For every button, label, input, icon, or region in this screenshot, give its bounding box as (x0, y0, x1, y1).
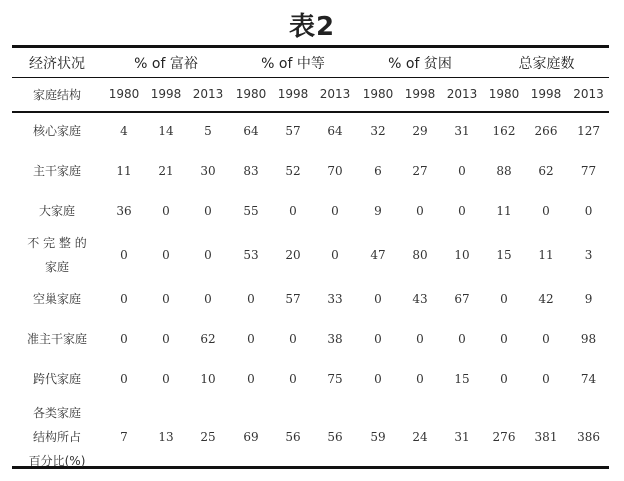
table-cell: 15 (454, 372, 470, 386)
year-header: 2013 (446, 87, 478, 101)
table-row (12, 151, 609, 191)
table-cell: 15 (496, 248, 512, 262)
table-cell: 0 (542, 332, 550, 346)
table-cell: 7 (120, 430, 128, 444)
table-cell: 0 (500, 292, 508, 306)
table-cell: 0 (416, 372, 424, 386)
table-cell: 56 (327, 430, 343, 444)
table-cell: 25 (200, 430, 216, 444)
family-structure-label: 家庭结构 (32, 87, 81, 102)
table-cell: 14 (158, 124, 174, 138)
table-row (12, 399, 609, 475)
table-row (12, 359, 609, 399)
table-cell: 88 (496, 164, 512, 178)
table-cell: 0 (204, 248, 212, 262)
group-header-poor: % of 贫困 (388, 55, 452, 72)
table-cell: 57 (285, 292, 301, 306)
table-cell: 0 (120, 372, 128, 386)
table-cell: 0 (374, 332, 382, 346)
table-cell: 0 (458, 332, 466, 346)
table-cell: 47 (370, 248, 386, 262)
row-label (12, 399, 102, 475)
table-cell: 6 (374, 164, 382, 178)
table-cell: 4 (120, 124, 128, 138)
row-label-line: 家庭 (44, 260, 69, 274)
year-header: 1998 (150, 87, 182, 101)
table-cell: 386 (577, 430, 600, 444)
table-cell: 56 (285, 430, 301, 444)
table-title: 表2 (288, 12, 336, 42)
group-header-rich: % of 富裕 (134, 55, 198, 72)
table-cell: 0 (204, 204, 212, 218)
table-cell: 42 (538, 292, 554, 306)
year-header: 2013 (319, 87, 351, 101)
table-cell: 0 (162, 204, 170, 218)
table-cell: 381 (534, 430, 558, 444)
table-cell: 0 (331, 204, 339, 218)
table-cell: 0 (542, 204, 550, 218)
table-row (12, 191, 609, 231)
row-label: 准主干家庭 (26, 332, 87, 346)
table-cell: 11 (116, 164, 132, 178)
econ-status-label: 经济状况 (29, 55, 85, 72)
table-cell: 31 (454, 430, 470, 444)
table-cell: 11 (538, 248, 554, 262)
table-cell: 57 (285, 124, 301, 138)
table-cell: 36 (116, 204, 132, 218)
table-cell: 0 (120, 292, 128, 306)
table-cell: 64 (243, 124, 259, 138)
table-cell: 21 (158, 164, 174, 178)
table-cell: 24 (412, 430, 428, 444)
table-cell: 0 (500, 372, 508, 386)
row-label-line: 结构所占 (32, 430, 81, 444)
table-cell: 29 (412, 124, 428, 138)
group-header-total: 总家庭数 (518, 55, 575, 72)
table-cell: 32 (370, 124, 386, 138)
row-label-line: 各类家庭 (32, 406, 81, 420)
year-header: 1998 (277, 87, 309, 101)
table-cell: 0 (162, 292, 170, 306)
table-cell: 276 (492, 430, 516, 444)
year-header: 1998 (530, 87, 562, 101)
table-cell: 0 (247, 332, 255, 346)
table-cell: 0 (374, 292, 382, 306)
table-cell: 62 (538, 164, 554, 178)
table-cell: 10 (454, 248, 470, 262)
table-cell: 0 (584, 204, 593, 218)
table-cell: 0 (458, 204, 466, 218)
table-cell: 0 (247, 292, 255, 306)
row-label (12, 231, 102, 279)
table-cell: 64 (327, 124, 343, 138)
table-cell: 0 (416, 204, 424, 218)
table-cell: 10 (200, 372, 216, 386)
table-cell: 127 (577, 124, 600, 138)
table-cell: 83 (243, 164, 259, 178)
row-label: 大家庭 (38, 204, 75, 218)
row-label-line: 百分比(%) (28, 454, 86, 468)
table-cell: 0 (120, 248, 128, 262)
table-cell: 3 (584, 248, 593, 262)
table-cell: 0 (500, 332, 508, 346)
table-cell: 62 (200, 332, 216, 346)
row-label-line: 不 完 整 的 (27, 236, 87, 250)
row-label: 空巢家庭 (32, 292, 81, 306)
table-cell: 9 (374, 204, 382, 218)
table-cell: 0 (120, 332, 128, 346)
table-cell: 0 (247, 372, 255, 386)
table-cell: 59 (370, 430, 386, 444)
table-cell: 43 (412, 292, 428, 306)
year-header: 2013 (573, 87, 604, 101)
table-cell: 67 (454, 292, 470, 306)
table-cell: 31 (454, 124, 470, 138)
table-cell: 69 (243, 430, 259, 444)
table-cell: 266 (534, 124, 558, 138)
table-cell: 0 (374, 372, 382, 386)
year-header: 2013 (192, 87, 224, 101)
table-cell: 27 (412, 164, 428, 178)
table-cell: 0 (162, 372, 170, 386)
table-cell: 52 (285, 164, 301, 178)
table-cell: 53 (243, 248, 259, 262)
table-cell: 0 (289, 332, 297, 346)
table-cell: 0 (416, 332, 424, 346)
table-cell: 33 (327, 292, 343, 306)
table-cell: 30 (200, 164, 216, 178)
table-cell: 80 (412, 248, 428, 262)
row-label: 主干家庭 (32, 164, 81, 178)
year-header: 1980 (362, 87, 394, 101)
table-cell: 0 (289, 372, 297, 386)
table-cell: 20 (285, 248, 301, 262)
year-header-row (12, 77, 609, 111)
table-cell: 98 (580, 332, 597, 346)
row-label: 跨代家庭 (32, 372, 81, 386)
table-row (12, 111, 609, 151)
table-cell: 0 (162, 248, 170, 262)
table-cell: 55 (243, 204, 259, 218)
table-cell: 0 (162, 332, 170, 346)
year-header: 1980 (108, 87, 140, 101)
table-row (12, 231, 609, 279)
table-cell: 70 (327, 164, 343, 178)
table-cell: 5 (204, 124, 212, 138)
table-cell: 0 (458, 164, 466, 178)
table-cell: 162 (492, 124, 516, 138)
table-cell: 38 (327, 332, 343, 346)
group-header-row (12, 48, 609, 77)
group-header-middle: % of 中等 (261, 55, 325, 72)
table-body (12, 111, 609, 475)
year-header: 1980 (235, 87, 267, 101)
table-cell: 77 (580, 164, 597, 178)
table-cell: 75 (327, 372, 343, 386)
table-cell: 0 (331, 248, 339, 262)
year-header: 1980 (488, 87, 520, 101)
table-cell: 0 (204, 292, 212, 306)
table-cell: 11 (496, 204, 512, 218)
table-cell: 13 (158, 430, 174, 444)
table-row (12, 279, 609, 319)
year-header: 1998 (404, 87, 436, 101)
table-cell: 9 (584, 292, 593, 306)
data-table (12, 48, 609, 475)
table-cell: 0 (542, 372, 550, 386)
table-row (12, 319, 609, 359)
table-cell: 74 (580, 372, 597, 386)
row-label: 核心家庭 (32, 124, 81, 138)
table-cell: 0 (289, 204, 297, 218)
